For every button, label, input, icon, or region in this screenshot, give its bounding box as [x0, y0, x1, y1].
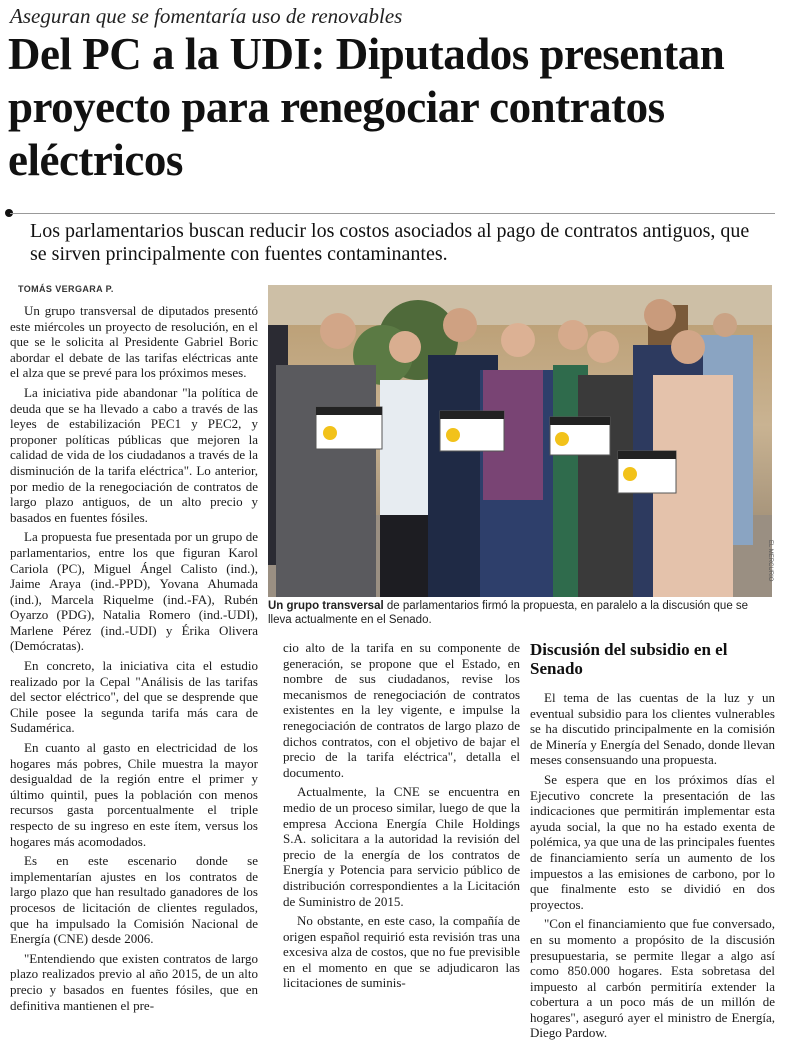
byline: TOMÁS VERGARA P. [18, 284, 114, 294]
photo-caption [268, 599, 774, 627]
paragraph: Actualmente, la CNE se encuentra en medio de un proceso similar, luego de que la empresa Acciona Energía Chile Holdings S.A. solicitara a la autoridad la revisión del precio de la energía de los contratos de Energía y Potencia para servicio público de distribución correspondientes a la Licitación de Suministro de 2015. [283, 784, 520, 909]
paragraph: Un grupo transversal de diputados presentó este miércoles un proyecto de resolución, en el que se le solicita al Presidente Gabriel Boric abordar el debate de las tarifas eléctricas ante el alza que se prevé para los próximos meses. [10, 303, 258, 381]
photo-credit: EL MERCURIO [767, 540, 773, 582]
caption-lead: Un grupo transversal [268, 600, 384, 612]
article-column-1 [10, 303, 258, 1017]
caption-text: de parlamentarios firmó la propuesta, en paralelo a la discusión que se lleva actualmente en el Senado. [268, 600, 749, 626]
paragraph: cio alto de la tarifa en su componente de generación, se propone que el Estado, en nombre de sus ciudadanos, revise los mecanismos de renegociación de contratos existentes en la ley vigente, e impulse la renegociación de contratos de largo plazo de dichos contratos, con el objetivo de bajar el precio de la tarifa eléctrica", detalla el documento. [283, 640, 520, 780]
paragraph: En concreto, la iniciativa cita el estudio realizado por la Cepal "Análisis de las tarifas del sector eléctrico", del que se desprende que Chile posee la segunda tarifa más cara de Sudamérica. [10, 658, 258, 736]
article-column-3 [530, 690, 775, 1045]
paragraph: "Entendiendo que existen contratos de largo plazo realizados previo al año 2015, de un alto precio y basados en fuentes fósiles, que en definitiva mantienen el pre- [10, 950, 258, 1013]
section-subhead: Discusión del subsidio en el Senado [530, 640, 728, 678]
kicker: Aseguran que se fomentaría uso de renovables [10, 4, 403, 28]
article-column-2 [283, 640, 520, 995]
paragraph: El tema de las cuentas de la luz y un eventual subsidio para los clientes vulnerables se ha discutido principalmente en la comisión de Minería y Energía del Senado, donde llevan meses consensuando una propuesta. [530, 690, 775, 768]
paragraph: "Con el financiamiento que fue conversado, en su momento a propósito de la discusión presupuestaria, se permite llegar a algo así como 850.000 hogares. Esta sobretasa del impuesto al carbón permitiría extender la cobertura a un poco más de un millón de hogares", aseguró ayer el ministro de Energía, Diego Pardow. [530, 916, 775, 1041]
paragraph: La iniciativa pide abandonar "la política de deuda que se ha llevado a cabo a través de las leyes de estabilización PEC1 y PEC2, y proponer políticas públicas que mejoren la calidad de vida de los ciudadanos a través de la disminución de la tarifa eléctrica". Lo anterior, por medio de la renegociación de contratos de largo plazo antiguos, de un alto precio y basados en fuentes fósiles. [10, 384, 258, 525]
paragraph: Es en este escenario donde se implementarían ajustes en los contratos de largo plazo que han resultado ganadores de los procesos de licitación de clientes regulados, que ha impulsado la Comisión Nacional de Energía (CNE) desde 2006. [10, 853, 258, 947]
deck: Los parlamentarios buscan reducir los costos asociados al pago de contratos antiguos, que se sirven principalmente con fuentes contaminantes. [30, 220, 750, 265]
paragraph: La propuesta fue presentada por un grupo de parlamentarios, entre los que figuran Karol Cariola (PC), Miguel Ángel Calisto (ind.), Jaime Araya (ind.-PPD), Yovana Ahumada (ind.), Marcela Riquelme (ind.-FA), Rubén Oyarzo (PDG), Natalia Romero (ind.-UDI), Marlene Pérez (ind.-UDI) y Érika Olivera (Demócratas). [10, 529, 258, 654]
headline: Del PC a la UDI: Diputados presentan proyecto para renegociar contratos eléctricos [8, 29, 725, 185]
paragraph: En cuanto al gasto en electricidad de los hogares más pobres, Chile muestra la mayor desigualdad de la región entre el primer y último quintil, pues la población con menos recursos gasta porcentualmente el triple respecto de su ingreso en este ítem, versus los hogares más acomodados. [10, 740, 258, 849]
headline-rule [10, 213, 775, 214]
paragraph: No obstante, en este caso, la compañía de origen español requirió esta revisión tras una excesiva alza de costos, que no fue previsible en el momento en que se adjudicaron las licitaciones de suminis- [283, 913, 520, 991]
paragraph: Se espera que en los próximos días el Ejecutivo concrete la presentación de las indicaciones que permitirán implementar esta ayuda social, la que no ha estado exenta de polémica, ya que una de las principales fuentes de financiamiento sería un aumento de los impuestos a las emisiones de carbono, por lo que finalmente esto se dividió en dos proyectos. [530, 771, 775, 912]
group-photo [268, 285, 772, 597]
